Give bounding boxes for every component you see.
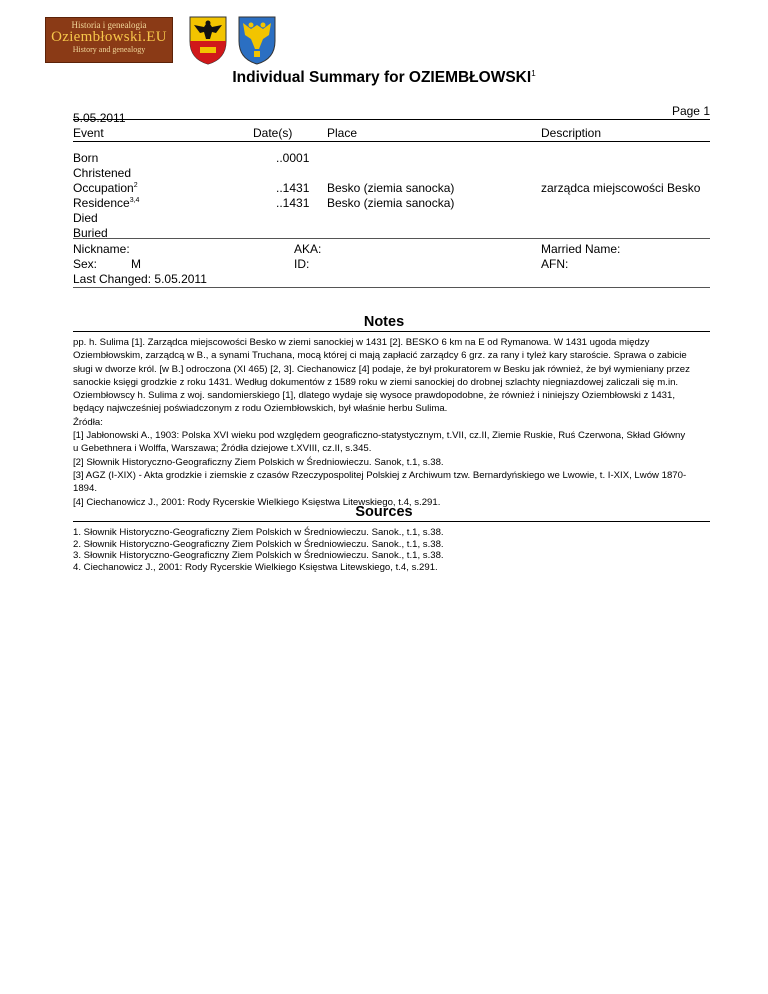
notes-line: Oziembłowskim, zarządcą w B., a synami Truchana, mocą której ci mają zapłacić zarządcy 6 grz. za rany i tyleż kary staroście. Sprawa o zabicie: [73, 350, 687, 362]
event-row: [73, 151, 713, 166]
site-logo[interactable]: [45, 17, 173, 63]
notes-line: Źródła:: [73, 416, 103, 428]
event-description: zarządca miejscowości Besko: [541, 181, 701, 195]
logo-line-3: History and genealogy: [72, 45, 146, 54]
logo-line-2: Oziembłowski.EU: [51, 29, 167, 45]
notes-line: Oziembłowscy h. Sulima z woj. sandomierskiego [1], dlatego wydaje się wysoce prawdopodobne, że również i niniejszy Oziembłowski z 1431,: [73, 390, 676, 402]
notes-line: u Gebethnera i Wolffa, Warszawa; Źródła dziejowe t.XVIII, cz.II, s.345.: [73, 443, 372, 455]
event-row: [73, 196, 713, 211]
report-date: 5.05.2011: [73, 111, 126, 125]
notes-title: Notes: [363, 314, 405, 330]
sources-title: Sources: [355, 504, 413, 520]
notes-body: [73, 336, 713, 509]
notes-line: [1] Jabłonowski A., 1903: Polska XVI wieku pod względem geograficzno-statystycznym, t.VII, cz.II, Ziemie Ruskie, Ruś Czerwona, Skład Główny: [73, 430, 686, 442]
info-rule: [73, 287, 710, 288]
nickname-label: Nickname:: [73, 242, 130, 256]
col-place: Place: [327, 126, 358, 140]
notes-line: sługi w dworze król. [w B.] odroczona (XI 465) [2, 3]. Ciechanowicz [4] podaje, że był prokuratorem w Besku jak również, że był wymieniany przez: [73, 363, 690, 375]
event-name: Buried: [73, 226, 108, 240]
event-name: Died: [73, 211, 98, 225]
event-name: Born: [73, 151, 99, 165]
events-header-rule: [73, 141, 710, 142]
sources-rule: [73, 521, 710, 522]
col-event: Event: [73, 126, 104, 140]
event-name: Residence: [73, 196, 130, 210]
events-table: [73, 151, 713, 241]
col-description: Description: [541, 126, 602, 140]
events-rule: [73, 238, 710, 239]
event-ref: 2: [133, 182, 138, 189]
event-ref: 3,4: [129, 197, 140, 204]
eagle-coat-of-arms-icon: [188, 15, 228, 65]
sources-list: [73, 527, 713, 573]
page-title: [0, 69, 768, 87]
last-changed: Last Changed: 5.05.2011: [73, 272, 207, 286]
id-label: ID:: [294, 257, 310, 271]
event-name: Christened: [73, 166, 132, 180]
event-row: [73, 181, 713, 196]
source-item: 2. Słownik Historyczno-Geograficzny Ziem Polskich w Średniowieczu. Sanok., t.1, s.38.: [73, 538, 444, 550]
event-place: Besko (ziemia sanocka): [327, 181, 455, 195]
event-name: Occupation: [73, 181, 134, 195]
logo-line-1: Historia i genealogia: [71, 20, 147, 30]
sex-value: M: [131, 257, 141, 271]
notes-line: [3] AGZ (I-XIX) - Akta grodzkie i ziemskie z czasów Rzeczypospolitej Polskiej z Archiwum tzw. Bernardyńskiego we Lwowie, t. I-XIX, Lwów 1870-: [73, 469, 687, 481]
notes-line: [4] Ciechanowicz J., 2001: Rody Rycerskie Wielkiego Księstwa Litewskiego, t.4, s.291.: [73, 496, 441, 508]
source-item: 1. Słownik Historyczno-Geograficzny Ziem Polskich w Średniowieczu. Sanok., t.1, s.38.: [73, 527, 444, 538]
notes-line: [2] Słownik Historyczno-Geograficzny Ziem Polskich w Średniowieczu. Sanok, t.1, s.38.: [73, 456, 444, 468]
notes-line: 1894.: [73, 483, 98, 495]
afn-label: AFN:: [541, 257, 569, 271]
notes-line: sanockie księgi grodzkie z roku 1431. Według dokumentów z 1589 roku w ziemi sanockiej do drobnej szlachty niegniazdowej zaliczali się m.in.: [73, 376, 679, 388]
source-item: 4. Ciechanowicz J., 2001: Rody Rycerskie Wielkiego Księstwa Litewskiego, t.4, s.291.: [73, 561, 438, 573]
event-date: ..0001: [276, 151, 310, 165]
event-row: [73, 211, 713, 226]
married-name-label: Married Name:: [541, 242, 621, 256]
source-item: 3. Słownik Historyczno-Geograficzny Ziem Polskich w Średniowieczu. Sanok., t.1, s.38.: [73, 550, 444, 561]
notes-line: będący najwcześniej poświadczonym z rodu Oziembłowskich, był właśnie herbu Sulima.: [73, 403, 448, 415]
aka-label: AKA:: [294, 242, 322, 256]
event-row: [73, 166, 713, 181]
notes-rule: [73, 331, 710, 332]
double-eagle-coat-of-arms-icon: [237, 15, 277, 65]
event-date: ..1431: [276, 196, 310, 210]
col-dates: Date(s): [253, 126, 293, 140]
header-rule: [73, 119, 710, 120]
event-place: Besko (ziemia sanocka): [327, 196, 455, 210]
sex-label: Sex:: [73, 257, 98, 271]
title-text: Individual Summary for OZIEMBŁOWSKI: [232, 69, 532, 87]
notes-line: pp. h. Sulima [1]. Zarządca miejscowości Besko w ziemi sanockiej w 1431 [2]. BESKO 6 km na E od Rymanowa. W 1431 ugoda między: [73, 337, 650, 348]
event-date: ..1431: [276, 181, 310, 195]
title-footnote: 1: [531, 69, 536, 78]
page-number: Page 1: [671, 104, 710, 118]
